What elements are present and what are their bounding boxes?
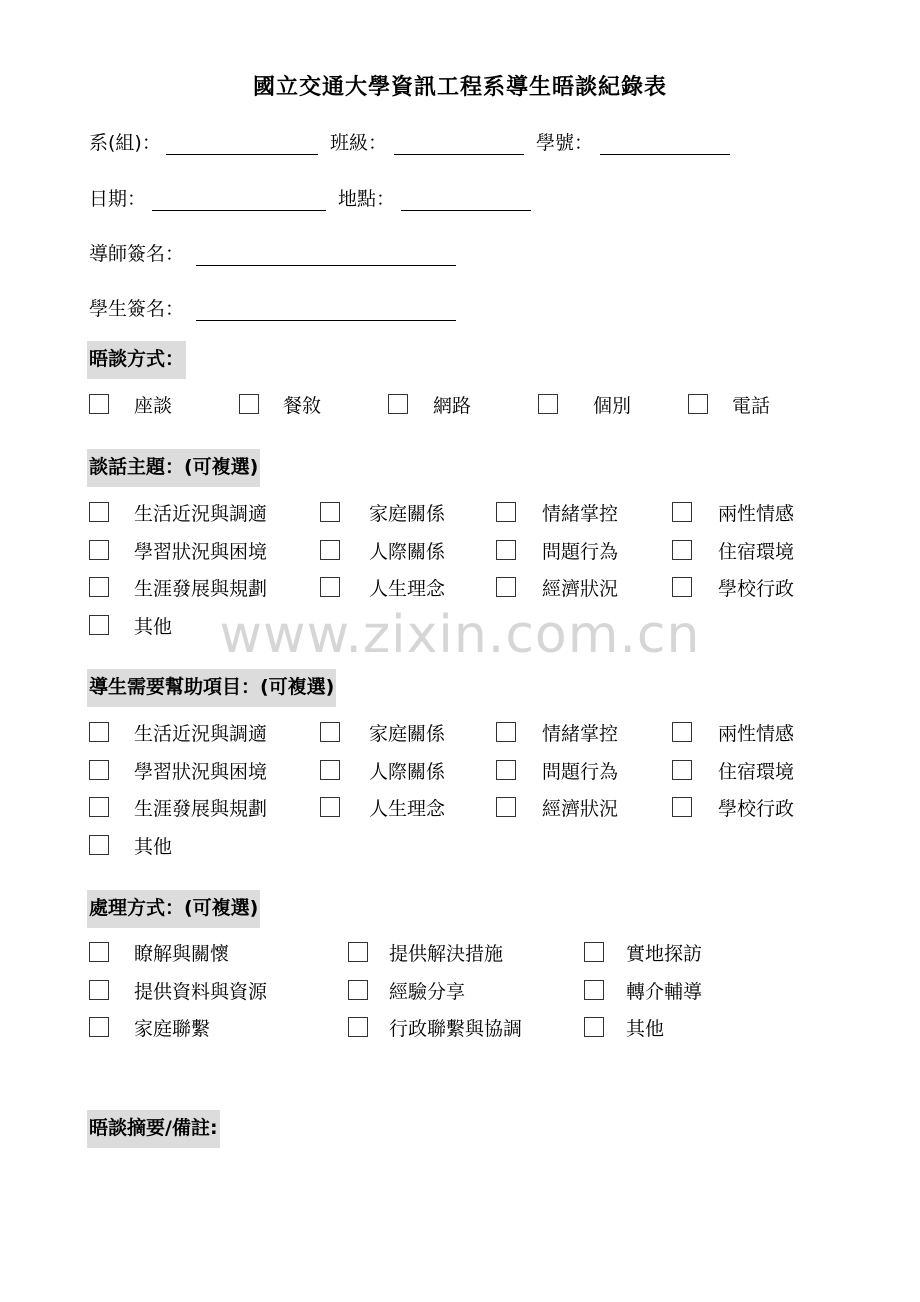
handling-option-label: 提供解決措施 bbox=[389, 943, 504, 965]
help-items-option-label: 人生理念 bbox=[369, 798, 446, 820]
topics-checkbox[interactable] bbox=[89, 577, 109, 597]
topics-option-label: 家庭關係 bbox=[369, 503, 446, 525]
interview-method-checkbox[interactable] bbox=[89, 394, 109, 414]
help-items-checkbox[interactable] bbox=[496, 760, 516, 780]
handling-checkbox[interactable] bbox=[584, 980, 604, 1000]
student-id-field[interactable] bbox=[600, 130, 730, 155]
topics-checkbox[interactable] bbox=[320, 540, 340, 560]
summary-heading: 晤談摘要/備註: bbox=[87, 1110, 220, 1148]
help-items-option-label: 學習狀況與困境 bbox=[134, 760, 268, 783]
help-items-checkbox[interactable] bbox=[89, 835, 109, 855]
topics-checkbox[interactable] bbox=[672, 540, 692, 560]
help-items-option-label: 生涯發展與規劃 bbox=[134, 798, 268, 820]
handling-option-label: 瞭解與關懷 bbox=[134, 943, 230, 965]
dept-field[interactable] bbox=[166, 130, 318, 155]
topics-checkbox[interactable] bbox=[496, 577, 516, 597]
class-field[interactable] bbox=[394, 130, 524, 155]
handling-option-label: 提供資料與資源 bbox=[134, 980, 268, 1003]
help-items-option-label: 學校行政 bbox=[718, 798, 795, 820]
date-label: 日期： bbox=[89, 188, 147, 210]
interview-method-checkbox[interactable] bbox=[388, 394, 408, 414]
topics-option-label: 人際關係 bbox=[369, 540, 446, 563]
topics-option-label: 學習狀況與困境 bbox=[134, 540, 268, 563]
interview-method-checkbox[interactable] bbox=[538, 394, 558, 414]
handling-option-label: 其他 bbox=[626, 1018, 665, 1040]
topics-checkbox[interactable] bbox=[672, 502, 692, 522]
mentor-sign-field[interactable] bbox=[196, 241, 456, 266]
interview-method-option-label: 座談 bbox=[134, 395, 173, 417]
help-items-checkbox[interactable] bbox=[320, 722, 340, 742]
handling-heading: 處理方式：(可複選) bbox=[87, 890, 260, 928]
interview-method-checkbox[interactable] bbox=[688, 394, 708, 414]
help-items-option-label: 其他 bbox=[134, 835, 173, 858]
help-items-option-label: 經濟狀況 bbox=[542, 798, 619, 820]
topics-checkbox[interactable] bbox=[89, 502, 109, 522]
handling-option-label: 轉介輔導 bbox=[626, 980, 703, 1003]
help-items-checkbox[interactable] bbox=[320, 760, 340, 780]
help-items-checkbox[interactable] bbox=[496, 722, 516, 742]
help-items-option-label: 情緒掌控 bbox=[542, 723, 619, 745]
topics-checkbox[interactable] bbox=[89, 540, 109, 560]
topics-option-label: 問題行為 bbox=[542, 540, 619, 563]
help-items-option-label: 家庭關係 bbox=[369, 723, 446, 745]
handling-option-label: 家庭聯繫 bbox=[134, 1018, 211, 1040]
handling-checkbox[interactable] bbox=[584, 942, 604, 962]
interview-method-option-label: 電話 bbox=[732, 395, 771, 417]
help-items-option-label: 問題行為 bbox=[542, 760, 619, 783]
handling-option-label: 經驗分享 bbox=[389, 980, 466, 1003]
topics-option-label: 兩性情感 bbox=[718, 503, 795, 525]
handling-checkbox[interactable] bbox=[348, 1017, 368, 1037]
topics-checkbox[interactable] bbox=[320, 502, 340, 522]
topics-option-label: 經濟狀況 bbox=[542, 578, 619, 600]
watermark: www.zixin.com.cn bbox=[219, 605, 701, 665]
topics-option-label: 生活近況與調適 bbox=[134, 503, 268, 525]
handling-checkbox[interactable] bbox=[348, 942, 368, 962]
help-items-heading: 導生需要幫助項目：(可複選) bbox=[87, 669, 336, 707]
help-items-checkbox[interactable] bbox=[672, 760, 692, 780]
help-items-checkbox[interactable] bbox=[672, 722, 692, 742]
interview-method-heading: 晤談方式： bbox=[87, 341, 186, 379]
help-items-option-label: 生活近況與調適 bbox=[134, 723, 268, 745]
help-items-option-label: 住宿環境 bbox=[718, 760, 795, 783]
help-items-checkbox[interactable] bbox=[320, 797, 340, 817]
student-sign-field[interactable] bbox=[196, 296, 456, 321]
topics-option-label: 情緒掌控 bbox=[542, 503, 619, 525]
help-items-checkbox[interactable] bbox=[89, 797, 109, 817]
date-field[interactable] bbox=[152, 186, 326, 211]
help-items-checkbox[interactable] bbox=[672, 797, 692, 817]
help-items-checkbox[interactable] bbox=[496, 797, 516, 817]
interview-method-option-label: 個別 bbox=[593, 395, 632, 417]
topics-option-label: 生涯發展與規劃 bbox=[134, 578, 268, 600]
place-label: 地點： bbox=[338, 188, 396, 210]
help-items-option-label: 人際關係 bbox=[369, 760, 446, 783]
class-label: 班級： bbox=[330, 132, 388, 154]
handling-option-label: 行政聯繫與協調 bbox=[389, 1018, 523, 1040]
help-items-checkbox[interactable] bbox=[89, 722, 109, 742]
help-items-checkbox[interactable] bbox=[89, 760, 109, 780]
handling-checkbox[interactable] bbox=[89, 942, 109, 962]
mentor-sign-label: 導師簽名： bbox=[89, 243, 185, 265]
handling-checkbox[interactable] bbox=[348, 980, 368, 1000]
topics-option-label: 住宿環境 bbox=[718, 540, 795, 563]
student-sign-label: 學生簽名： bbox=[89, 298, 185, 320]
topics-checkbox[interactable] bbox=[496, 502, 516, 522]
handling-checkbox[interactable] bbox=[89, 980, 109, 1000]
student-id-label: 學號： bbox=[536, 132, 594, 154]
place-field[interactable] bbox=[401, 186, 531, 211]
topics-option-label: 人生理念 bbox=[369, 578, 446, 600]
help-items-option-label: 兩性情感 bbox=[718, 723, 795, 745]
form-title: 國立交通大學資訊工程系導生晤談紀錄表 bbox=[252, 75, 667, 100]
interview-method-checkbox[interactable] bbox=[239, 394, 259, 414]
interview-method-option-label: 網路 bbox=[433, 395, 472, 417]
topics-checkbox[interactable] bbox=[672, 577, 692, 597]
topics-checkbox[interactable] bbox=[320, 577, 340, 597]
topics-option-label: 其他 bbox=[134, 615, 173, 638]
topics-heading: 談話主題：(可複選) bbox=[87, 449, 260, 487]
interview-method-option-label: 餐敘 bbox=[283, 395, 322, 417]
handling-checkbox[interactable] bbox=[89, 1017, 109, 1037]
handling-checkbox[interactable] bbox=[584, 1017, 604, 1037]
topics-option-label: 學校行政 bbox=[718, 578, 795, 600]
dept-label: 系(組)： bbox=[89, 132, 161, 154]
handling-option-label: 實地探訪 bbox=[626, 943, 703, 965]
topics-checkbox[interactable] bbox=[496, 540, 516, 560]
